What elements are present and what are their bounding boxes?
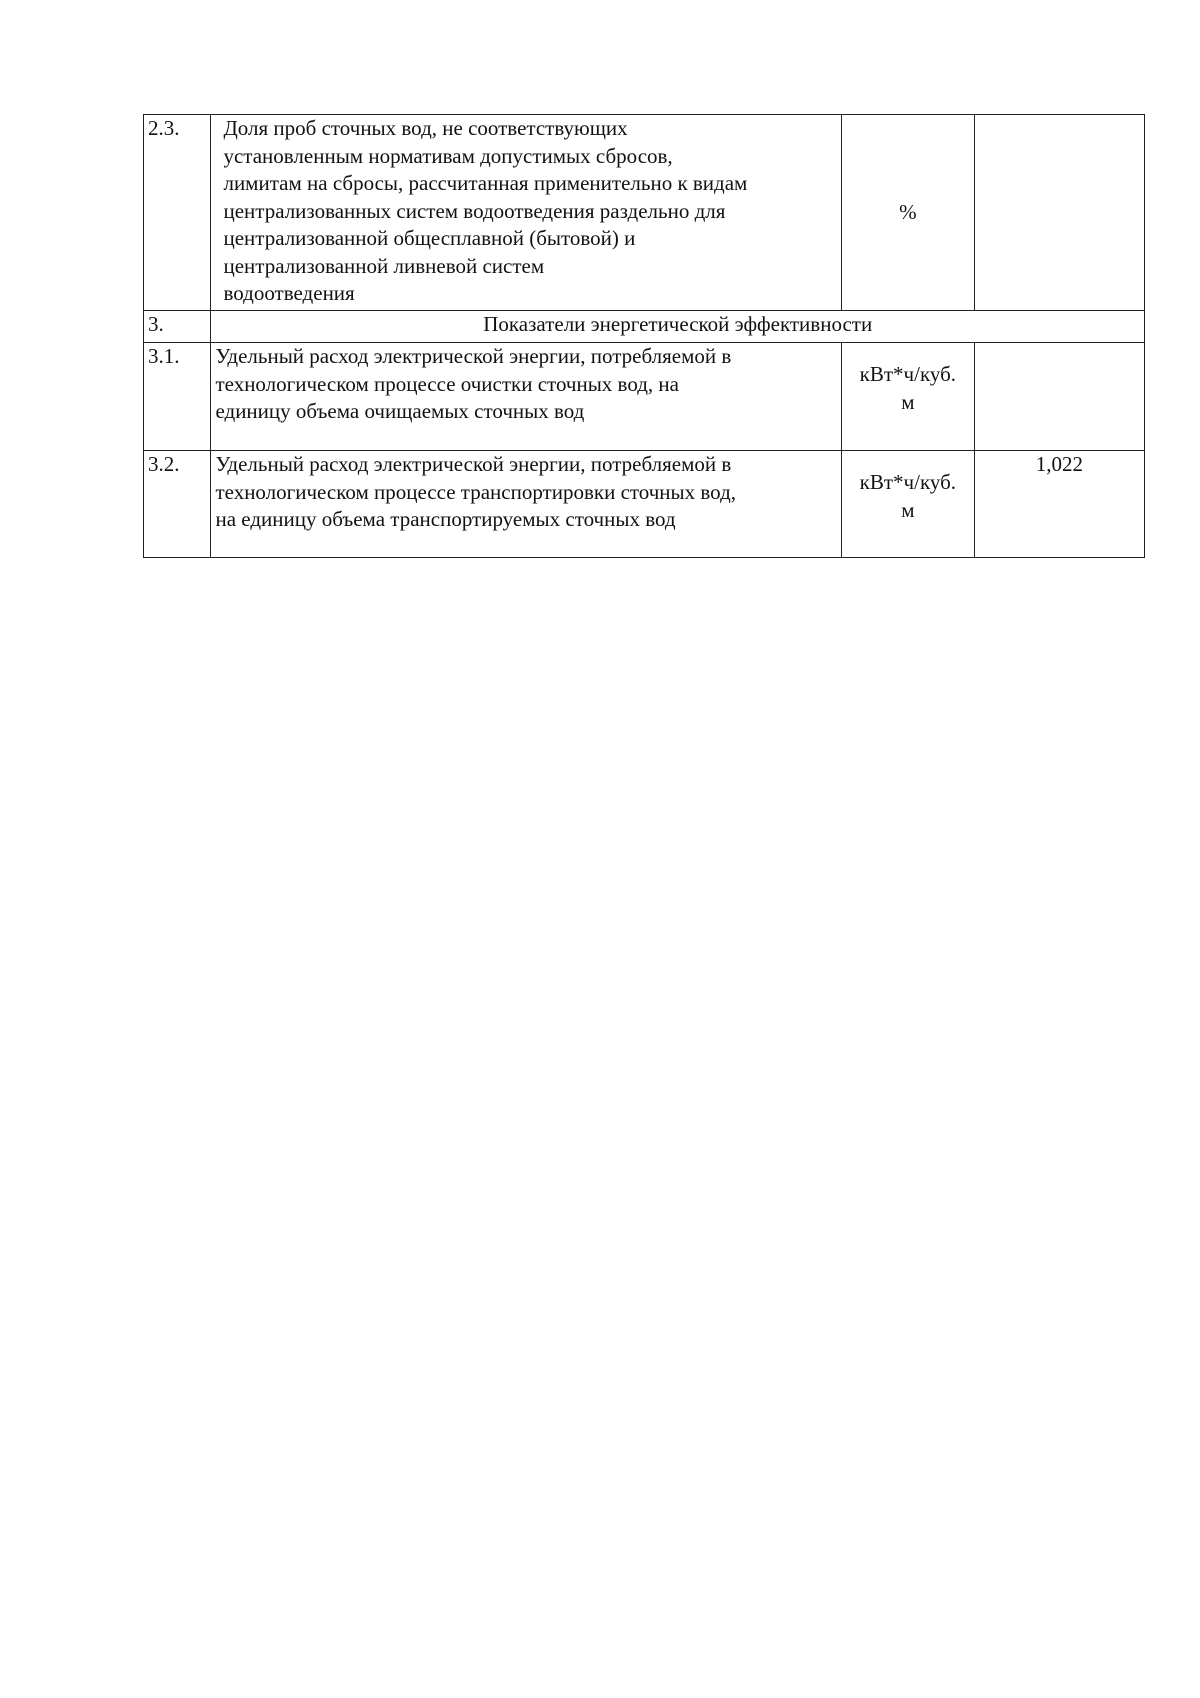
row-number: 3. [144, 311, 211, 343]
indicator-name-line: лимитам на сбросы, рассчитанная применительно к видам [223, 171, 748, 195]
unit-cell [841, 343, 974, 451]
indicator-name [211, 451, 841, 558]
indicator-name-line: Доля проб сточных вод, не соответствующих [223, 116, 628, 140]
section-title: Показатели энергетической эффективности [211, 311, 1145, 343]
indicator-name-line: водоотведения [223, 281, 355, 305]
value-cell [974, 343, 1144, 451]
indicator-name-line: установленным нормативам допустимых сбросов, [223, 143, 673, 168]
row-number: 2.3. [144, 115, 211, 311]
indicator-name-line: централизованной общесплавной (бытовой) и [223, 226, 636, 250]
indicator-name-line: Удельный расход электрической энергии, потребляемой в [215, 452, 732, 476]
unit-line: кВт*ч/куб. [859, 362, 957, 386]
value-cell: 1,022 [974, 451, 1144, 558]
unit-line: м [901, 389, 915, 414]
indicator-name-line: единицу объема очищаемых сточных вод [215, 399, 585, 423]
table-row [144, 343, 1145, 451]
indicator-name-line: технологическом процессе очистки сточных вод, на [215, 371, 679, 396]
unit-line: м [901, 497, 915, 522]
indicator-name [211, 115, 841, 311]
table-row [144, 451, 1145, 558]
indicator-name-line: на единицу объема транспортируемых сточных вод [215, 507, 676, 531]
row-number: 3.2. [144, 451, 211, 558]
unit-cell: % [841, 115, 974, 311]
indicator-name-line: централизованных систем водоотведения раздельно для [223, 198, 726, 223]
table-row [144, 115, 1145, 311]
unit-line: кВт*ч/куб. [859, 470, 957, 494]
indicator-name-line: Удельный расход электрической энергии, потребляемой в [215, 344, 732, 368]
section-row [144, 311, 1145, 343]
unit-cell [841, 451, 974, 558]
indicator-name [211, 343, 841, 451]
indicator-name-line: технологическом процессе транспортировки сточных вод, [215, 479, 737, 504]
indicators-table [143, 114, 1145, 558]
row-number: 3.1. [144, 343, 211, 451]
value-cell [974, 115, 1144, 311]
indicator-name-line: централизованной ливневой систем [223, 253, 545, 278]
